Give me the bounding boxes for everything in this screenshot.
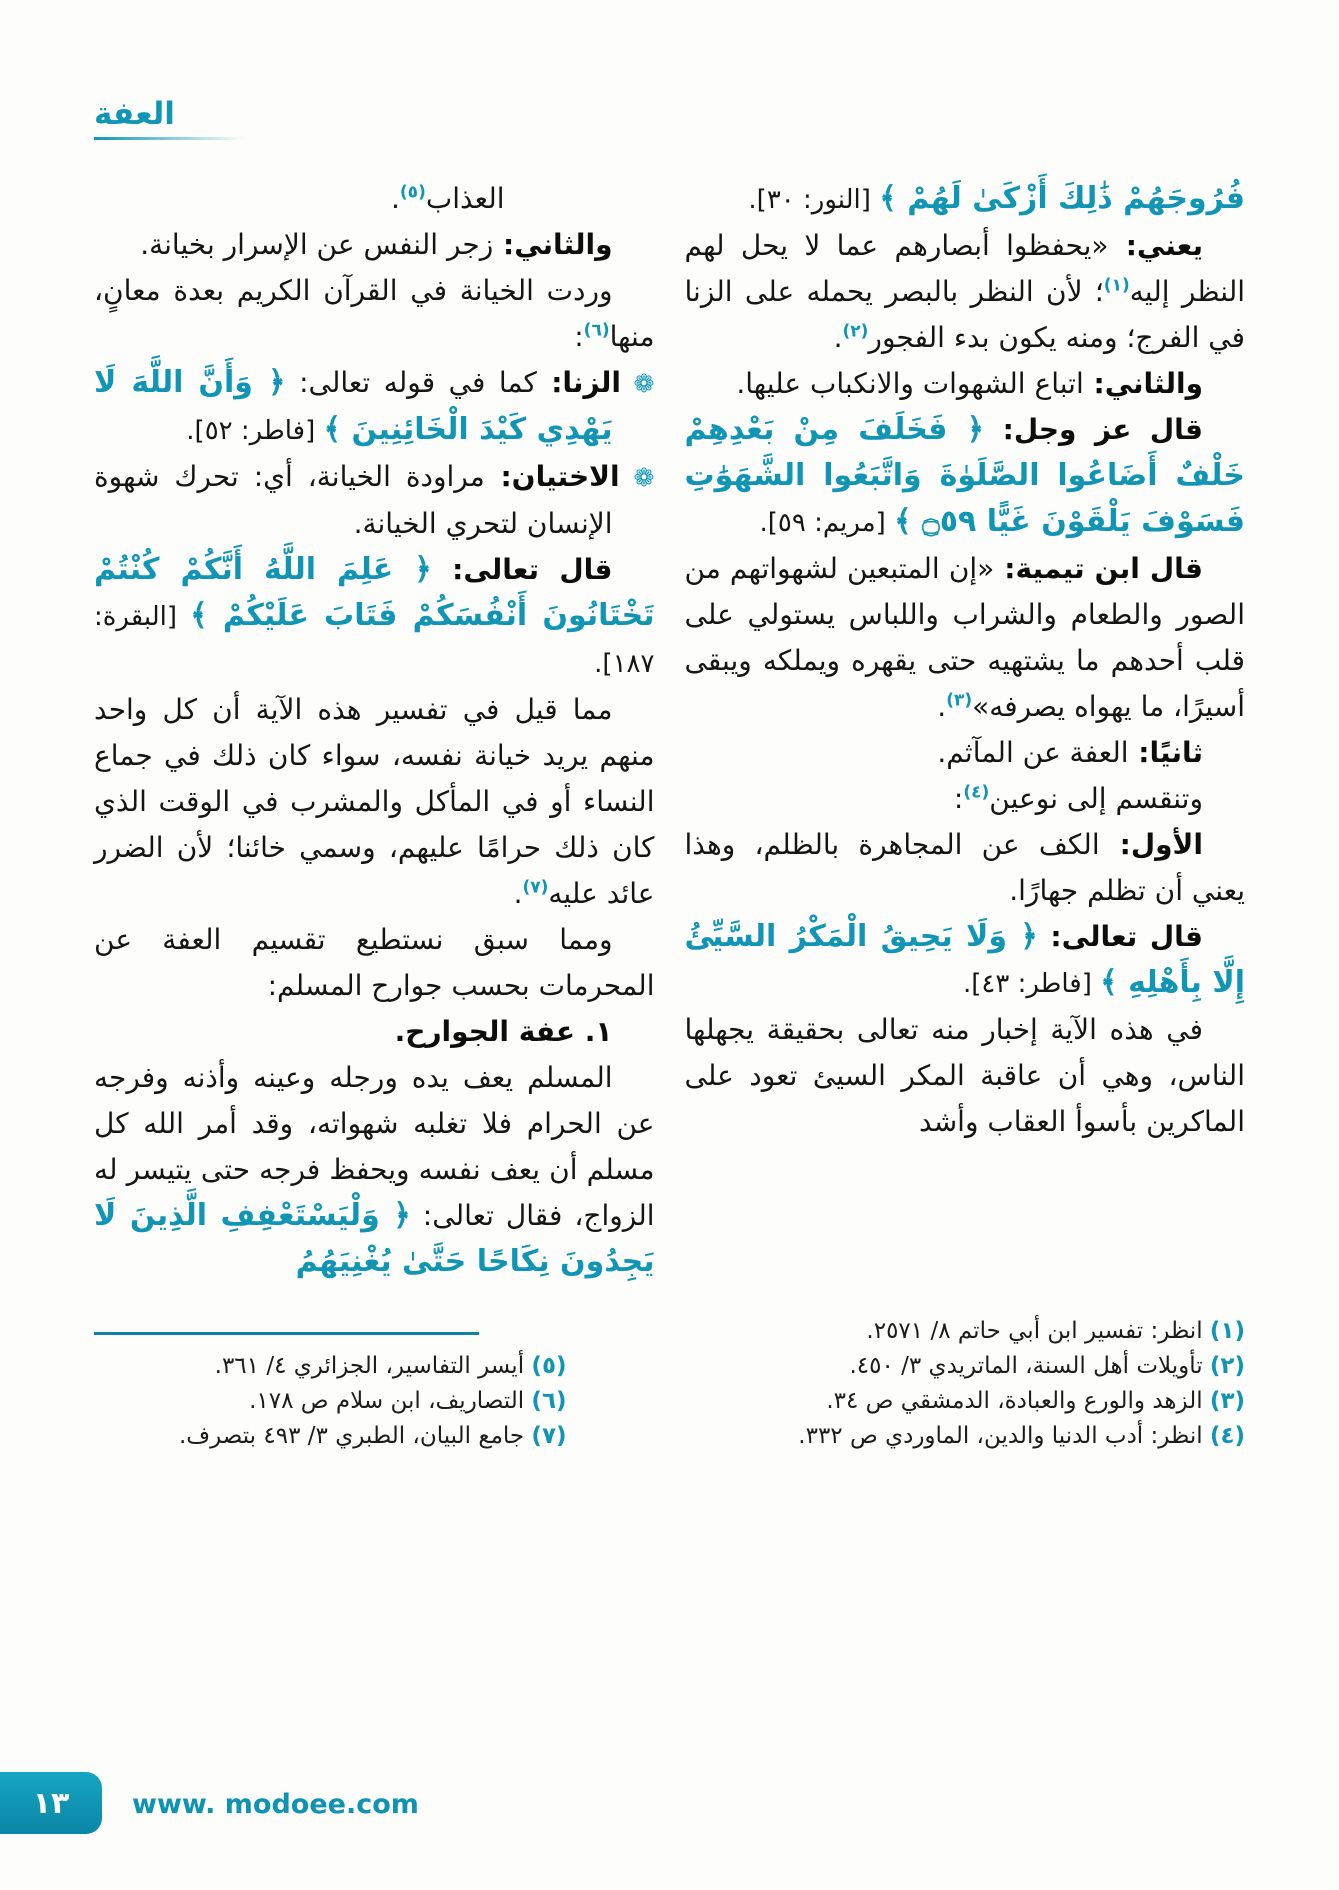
body-text: : [574,320,584,353]
footnote-number: (٧) [531,1423,567,1449]
body-text: . [513,877,523,910]
footnote-ref-marker: (٤) [963,782,990,803]
paragraph [94,454,655,547]
column-left-footnotes-block [94,1322,655,1454]
quran-verse: ﴿ عَلِمَ اللَّهُ أَنَّكُمْ كُنْتُمْ تَخْتَانُونَ أَنْفُسَكُمْ فَتَابَ عَلَيْكُمْ ﴾ [94,552,655,633]
body-text: مما قيل في تفسير هذه الآية أن كل واحد منهم يريد خيانة نفسه، سواء كان ذلك في جماع النساء أو في المأكل والمشرب في الوقت الذي كان ذلك حرامًا عليهم، وسمي خائنا؛ لأن الضرر عائد عليه [94,693,655,910]
footnote-number: (٤) [1209,1423,1245,1449]
footnote-ref-marker: (٣) [946,690,973,711]
lead-word: ١. عفة الجوارح. [394,1015,613,1048]
paragraph [94,917,655,1009]
column-left-paragraphs [94,176,655,1285]
footnote-number: (٢) [1209,1353,1245,1379]
body-text: زجر النفس عن الإسرار بخيانة. [140,228,494,261]
body-text: ومما سبق نستطيع تقسيم العفة عن المحرمات بحسب جوارح المسلم: [94,923,655,1002]
paragraph [685,223,1246,361]
footnote-number: (٣) [1209,1388,1245,1414]
paragraph [94,547,655,687]
lead-word: والثاني: [493,228,613,261]
lead-word: ثانيًا: [1128,736,1203,769]
footnote-ref-marker: (٧) [522,877,549,898]
footnote-text: انظر: تفسير ابن أبي حاتم ٨/ ٢٥٧١. [866,1318,1210,1344]
lead-word: قال تعالى: [431,553,613,586]
column-right-paragraphs [685,176,1246,1145]
body-text: اتباع الشهوات والانكباب عليها. [736,367,1084,400]
footnote [685,1419,1246,1454]
footnote-text: الزهد والورع والعبادة، الدمشقي ص ٣٤. [826,1388,1210,1414]
footnote-ref-marker: (٢) [842,321,869,342]
footnote [94,1384,567,1419]
page-number-tab [0,1772,102,1834]
paragraph [94,268,655,360]
quran-verse: ﴿ فَخَلَفَ مِنْ بَعْدِهِمْ خَلْفٌ أَضَاعُوا الصَّلَوٰةَ وَاتَّبَعُوا الشَّهَوَٰتِ فَسَوْفَ يَلْقَوْنَ غَيًّا ۝٥٩ ﴾ [684,412,1245,539]
lead-word: قال تعالى: [1037,920,1203,953]
verse-reference: [فاطر: ٤٣]. [962,969,1101,999]
footnote [94,1349,567,1384]
footnote-ref-marker: (٥) [399,182,426,203]
footnote [94,1419,567,1454]
paragraph [685,176,1246,223]
flower-bullet-icon: ❁ [620,369,655,398]
lead-word: والثاني: [1083,367,1203,400]
chapter-title: العفة [94,96,244,140]
verse-reference: [البقرة: ١٨٧]. [94,602,655,679]
footnote-ref-marker: (٦) [583,320,610,341]
column-right-footnotes [685,1304,1246,1454]
page-header [94,96,1245,140]
lead-word: يعني: [1108,229,1203,262]
body-text: . [390,182,400,215]
column-left [94,176,655,1454]
paragraph [685,361,1246,407]
footnote-separator [94,1332,479,1335]
paragraph [94,687,655,917]
footnote-text: تأويلات أهل السنة، الماتريدي ٣/ ٤٥٠. [849,1353,1210,1379]
paragraph [94,1055,655,1285]
footnote-text: أيسر التفاسير، الجزائري ٤/ ٣٦١. [214,1353,532,1379]
footnote [685,1349,1246,1384]
flower-bullet-icon: ❁ [619,463,655,492]
body-text: الكف عن المجاهرة بالظلم، وهذا يعني أن تظلم جهارًا. [684,828,1245,907]
paragraph [94,176,655,222]
footnote [685,1384,1246,1419]
body-text: في هذه الآية إخبار منه تعالى بحقيقة يجهلها الناس، وهي أن عاقبة المكر السيئ تعود على الماكرين بأسوأ العقاب وأشد [684,1013,1245,1138]
paragraph [685,1007,1246,1145]
column-left-footnotes [94,1349,567,1454]
lead-word: الزنا: [536,366,621,399]
body-text: . [937,690,947,723]
body-text: ؛ لأن النظر بالبصر يحمله على الزنا في الفرج؛ ومنه يكون بدء الفجور [684,275,1245,354]
body-text: المسلم يعف يده ورجله وعينه وأذنه وفرجه عن الحرام فلا تغلبه شهواته، وقد أمر الله كل مسلم أن يعف نفسه ويحفظ فرجه حتى يتيسر له الزواج، فقال تعالى: [94,1061,655,1232]
footnote [685,1314,1246,1349]
footnote-ref-marker: (١) [1103,275,1130,296]
verse-reference: [النور: ٣٠]. [748,185,880,215]
lead-word: الأول: [1099,828,1204,861]
body-text: العذاب [425,182,505,215]
quran-verse: ﴿ وَلْيَسْتَعْفِفِ الَّذِينَ لَا يَجِدُونَ نِكَاحًا حَتَّىٰ يُغْنِيَهُمُ [94,1198,655,1279]
paragraph [94,222,655,268]
body-text: وتنقسم إلى نوعين [989,782,1203,815]
paragraph [685,776,1246,822]
lead-word: قال ابن تيمية: [994,552,1203,585]
footnote-text: التصاريف، ابن سلام ص ١٧٨. [249,1388,532,1414]
footnote-number: (٥) [531,1353,567,1379]
body-text: : [953,782,964,815]
verse-reference: [مريم: ٥٩]. [759,508,895,538]
paragraph [685,407,1246,546]
paragraph [685,546,1246,730]
quran-verse: ﴿ وَلَا يَحِيقُ الْمَكْرُ السَّيِّئُ إِلَّا بِأَهْلِهِ ﴾ [684,919,1245,1000]
body-text: «إن المتبعين لشهواتهم من الصور والطعام والشراب واللباس يستولي على قلب أحدهم ما يشتهيه حتى يقهره ويملكه ويبقى أسيرًا، ما يهواه يصرفه» [684,552,1245,723]
two-column-layout [94,176,1245,1454]
footnote-text: انظر: أدب الدنيا والدين، الماوردي ص ٣٣٢. [798,1423,1210,1449]
quran-verse: فُرُوجَهُمْ ذَٰلِكَ أَزْكَىٰ لَهُمْ ﴾ [879,181,1245,216]
body-text: كما في قوله تعالى: [285,366,537,399]
lead-word: الاختيان: [484,460,620,493]
publisher-website: www. modoee.com [132,1789,419,1820]
body-text: العفة عن المآثم. [937,736,1129,769]
paragraph [94,360,655,454]
footnote-number: (٦) [531,1388,567,1414]
quran-verse: ﴿ وَأَنَّ اللَّهَ لَا يَهْدِي كَيْدَ الْخَائِنِينَ ﴾ [94,365,613,447]
paragraph [685,822,1246,914]
page-number: ١٣ [32,1785,70,1821]
paragraph [685,914,1246,1007]
body-text: «يحفظوا أبصارهم عما لا يحل لهم النظر إليه [684,229,1245,308]
body-text: مراودة الخيانة، أي: تحرك شهوة الإنسان لتحري الخيانة. [94,460,613,540]
verse-reference: [فاطر: ٥٢]. [186,416,324,446]
lead-word: قال عز وجل: [984,413,1203,446]
footnote-text: جامع البيان، الطبري ٣/ ٤٩٣ بتصرف. [178,1423,532,1449]
body-text: وردت الخيانة في القرآن الكريم بعدة معانٍ، منها [94,274,655,353]
footnote-number: (١) [1209,1318,1245,1344]
column-right [685,176,1246,1454]
paragraph [685,730,1246,776]
body-text: . [833,321,843,354]
paragraph [94,1009,655,1055]
